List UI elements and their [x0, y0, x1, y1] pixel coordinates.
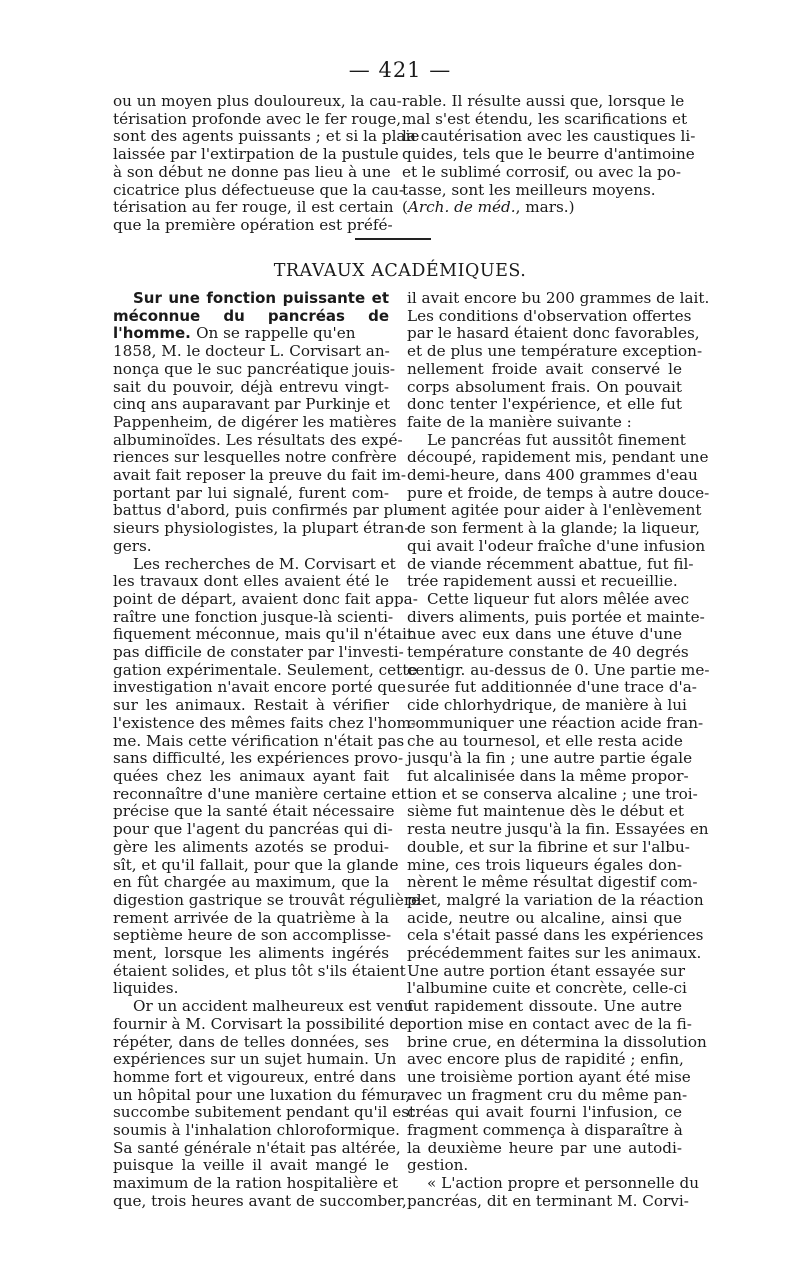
text-line: à son début ne donne pas lieu à une: [113, 162, 391, 181]
text-line: corps absolument frais. On pouvait: [407, 377, 682, 396]
text-fragment: tasse, sont les meilleurs moyens.(: [402, 180, 656, 217]
text-line: une troisième portion ayant été mise: [407, 1067, 691, 1086]
text-line: [402, 182, 678, 217]
text-line: double, et sur la fibrine et sur l'albu-: [407, 837, 690, 856]
text-line: puisque la veille il avait mangé le: [113, 1156, 389, 1175]
text-line: cicatrice plus défectueuse que la cau-: [113, 180, 405, 199]
text-line: pure et froide, de temps à autre douce-: [407, 483, 710, 502]
text-line: quées chez les animaux ayant fait: [113, 766, 389, 785]
text-line: fut alcalinisée dans la même propor-: [407, 766, 689, 785]
text-line: par le hasard étaient donc favorables,: [407, 324, 700, 343]
text-line: Pappenheim, de digérer les matières: [113, 412, 397, 431]
text-line: cide chlorhydrique, de manière à lui: [407, 696, 687, 715]
text-line: ou un moyen plus douloureux, la cau-: [113, 92, 402, 110]
section-divider: [355, 238, 431, 240]
text-line: nellement froide avait conservé le: [407, 359, 682, 378]
text-line: fiquement méconnue, mais qu'il n'était: [113, 625, 413, 644]
text-line: l'existence des mêmes faits chez l'hom-: [113, 713, 417, 732]
text-line: précédemment faites sur les animaux.: [407, 944, 702, 963]
text-line: maximum de la ration hospitalière et: [113, 1174, 398, 1193]
text-line: demi-heure, dans 400 grammes d'eau: [407, 466, 698, 485]
text-line: me. Mais cette vérification n'était pas: [113, 731, 405, 750]
text-line: l'albumine cuite et concrète, celle-ci: [407, 979, 687, 998]
page-number: — 421 —: [348, 58, 452, 82]
text-line: cinq ans auparavant par Purkinje et: [113, 395, 391, 414]
text-line: térisation au fer rouge, il est certain: [113, 198, 394, 217]
text-line: sans difficulté, les expériences provo-: [113, 749, 404, 768]
text-line: sieurs physiologistes, la plupart étran-: [113, 519, 410, 538]
text-line: riences sur lesquelles notre confrère: [113, 448, 397, 467]
text-line: gère les aliments azotés se produi-: [113, 837, 389, 856]
text-line: soumis à l'inhalation chloroformique.: [113, 1121, 400, 1140]
source-citation: Arch. de méd.: [407, 198, 516, 217]
text-line: laissée par l'extirpation de la pustule: [113, 145, 399, 164]
article-left-column: [113, 289, 426, 1211]
text-line: un hôpital pour une luxation du fémur,: [113, 1085, 411, 1104]
text-line: température constante de 40 degrés: [407, 643, 689, 662]
text-line: 1858, M. le docteur L. Corvisart an-: [113, 342, 390, 361]
text-line: che au tournesol, et elle resta acide: [407, 731, 683, 750]
text-line: rable. Il résulte aussi que, lorsque le: [402, 92, 685, 110]
text-line: faite de la manière suivante :: [407, 412, 632, 431]
text-line: resta neutre jusqu'à la fin. Essayées en: [407, 820, 709, 839]
text-line: « L'action propre et personnelle du: [427, 1174, 699, 1193]
text-line: portion mise en contact avec de la fi-: [407, 1014, 692, 1033]
text-line: communiquer une réaction acide fran-: [407, 713, 704, 732]
text-line: battus d'abord, puis confirmés par plu-: [113, 501, 414, 520]
text-line: fournir à M. Corvisart la possibilité de: [113, 1014, 409, 1033]
text-line: expériences sur un sujet humain. Un: [113, 1050, 397, 1069]
text-line: Une autre portion étant essayée sur: [407, 961, 685, 980]
text-line: précise que la santé était nécessaire: [113, 802, 395, 821]
text-line: il avait encore bu 200 grammes de lait.: [407, 289, 710, 307]
text-line: avec encore plus de rapidité ; enfin,: [407, 1050, 684, 1069]
text-line: sur les animaux. Restait à vérifier: [113, 696, 389, 715]
text-line: de son ferment à la glande; la liqueur,: [407, 519, 700, 538]
text-line: que, trois heures avant de succomber,: [113, 1191, 407, 1210]
text-line: quides, tels que le beurre d'antimoine: [402, 145, 695, 164]
text-line: pas difficile de constater par l'investi-: [113, 643, 404, 662]
text-line: donc tenter l'expérience, et elle fut: [407, 395, 682, 414]
text-line: la cautérisation avec les caustiques li-: [402, 127, 696, 146]
top-left-column: [113, 92, 420, 235]
text-line: tion et se conserva alcaline ; une troi-: [407, 784, 698, 803]
text-line: Les recherches de M. Corvisart et: [133, 554, 396, 573]
text-fragment: On se rappelle qu'en: [196, 324, 356, 343]
text-line: et de plus une température exception-: [407, 342, 703, 361]
text-line: portant par lui signalé, furent com-: [113, 483, 389, 502]
section-title: TRAVAUX ACADÉMIQUES.: [273, 261, 527, 281]
text-line: que la première opération est préfé-: [113, 215, 393, 234]
text-line: trée rapidement aussi et recueillie.: [407, 572, 678, 591]
text-line: nèrent le même résultat digestif com-: [407, 873, 698, 892]
text-line: fragment commença à disparaître à: [407, 1121, 683, 1140]
text-line: gation expérimentale. Seulement, cette: [113, 660, 418, 679]
text-line: créas qui avait fourni l'infusion, ce: [407, 1103, 682, 1122]
text-fragment: , mars.): [515, 198, 575, 217]
text-line: mine, ces trois liqueurs égales don-: [407, 855, 682, 874]
text-line: gestion.: [407, 1156, 469, 1175]
text-line: septième heure de son accomplisse-: [113, 926, 392, 945]
text-line: avait fait reposer la preuve du fait im-: [113, 466, 406, 485]
article-right-column: [407, 289, 710, 1211]
text-line: sît, et qu'il fallait, pour que la glande: [113, 855, 399, 874]
text-line: qui avait l'odeur fraîche d'une infusion: [407, 536, 706, 555]
text-line: Les conditions d'observation offertes: [407, 306, 692, 325]
text-line: cela s'était passé dans les expériences: [407, 926, 704, 945]
text-line: plet, malgré la variation de la réaction: [407, 890, 704, 909]
text-line: pour que l'agent du pancréas qui di-: [113, 820, 393, 839]
text-line: succombe subitement pendant qu'il est: [113, 1103, 416, 1122]
text-line: acide, neutre ou alcaline, ainsi que: [407, 908, 682, 927]
article-heading: Sur une fonction puissante et méconnue du pancréas de l'homme.: [113, 289, 389, 343]
text-line: pancréas, dit en terminant M. Corvi-: [407, 1191, 689, 1210]
text-line: sont des agents puissants ; et si la plaie: [113, 127, 420, 146]
text-line: reconnaître d'une manière certaine et: [113, 784, 407, 803]
text-line: point de départ, avaient donc fait appa-: [113, 589, 418, 608]
text-line: jusqu'à la fin ; une autre partie égale: [407, 749, 693, 768]
text-line: surée fut additionnée d'une trace d'a-: [407, 678, 697, 697]
text-line: centigr. au-dessus de 0. Une partie me-: [407, 660, 710, 679]
text-line: découpé, rapidement mis, pendant une: [407, 448, 709, 467]
text-line: Or un accident malheureux est venu: [133, 997, 414, 1016]
text-line: investigation n'avait encore porté que: [113, 678, 406, 697]
text-line: Sa santé générale n'était pas altérée,: [113, 1138, 401, 1157]
text-line: liquides.: [113, 979, 179, 998]
text-line: la deuxième heure par une autodi-: [407, 1138, 682, 1157]
text-line: ment, lorsque les aliments ingérés: [113, 944, 389, 963]
top-right-column: [402, 92, 696, 217]
text-line: rement arrivée de la quatrième à la: [113, 908, 389, 927]
text-line: Le pancréas fut aussitôt finement: [427, 430, 686, 449]
text-line: sième fut maintenue dès le début et: [407, 802, 684, 821]
text-line: Cette liqueur fut alors mêlée avec: [427, 589, 690, 608]
text-line: les travaux dont elles avaient été le: [113, 572, 389, 591]
text-line: albuminoïdes. Les résultats des expé-: [113, 430, 403, 449]
text-line: digestion gastrique se trouvât régulière-: [113, 890, 426, 909]
text-line: gers.: [113, 536, 152, 555]
text-line: térisation profonde avec le fer rouge,: [113, 109, 402, 128]
text-line: en fût chargée au maximum, que la: [113, 873, 389, 892]
article-body: [113, 290, 389, 343]
text-line: et le sublimé corrosif, ou avec la po-: [402, 162, 681, 181]
text-line: répéter, dans de telles données, ses: [113, 1032, 389, 1051]
text-line: mal s'est étendu, les scarifications et: [402, 109, 688, 128]
text-line: nue avec eux dans une étuve d'une: [407, 625, 682, 644]
text-line: nonça que le suc pancréatique jouis-: [113, 359, 396, 378]
text-line: fut rapidement dissoute. Une autre: [407, 997, 682, 1016]
text-line: sait du pouvoir, déjà entrevu vingt-: [113, 377, 389, 396]
text-line: homme fort et vigoureux, entré dans: [113, 1067, 397, 1086]
text-line: ment agitée pour aider à l'enlèvement: [407, 501, 702, 520]
text-line: raître une fonction jusque-là scienti-: [113, 607, 394, 626]
text-line: étaient solides, et plus tôt s'ils étaient: [113, 961, 406, 980]
text-line: divers aliments, puis portée et mainte-: [407, 607, 705, 626]
text-line: avec un fragment cru du même pan-: [407, 1085, 688, 1104]
text-line: de viande récemment abattue, fut fil-: [407, 554, 694, 573]
text-line: brine crue, en détermina la dissolution: [407, 1032, 707, 1051]
